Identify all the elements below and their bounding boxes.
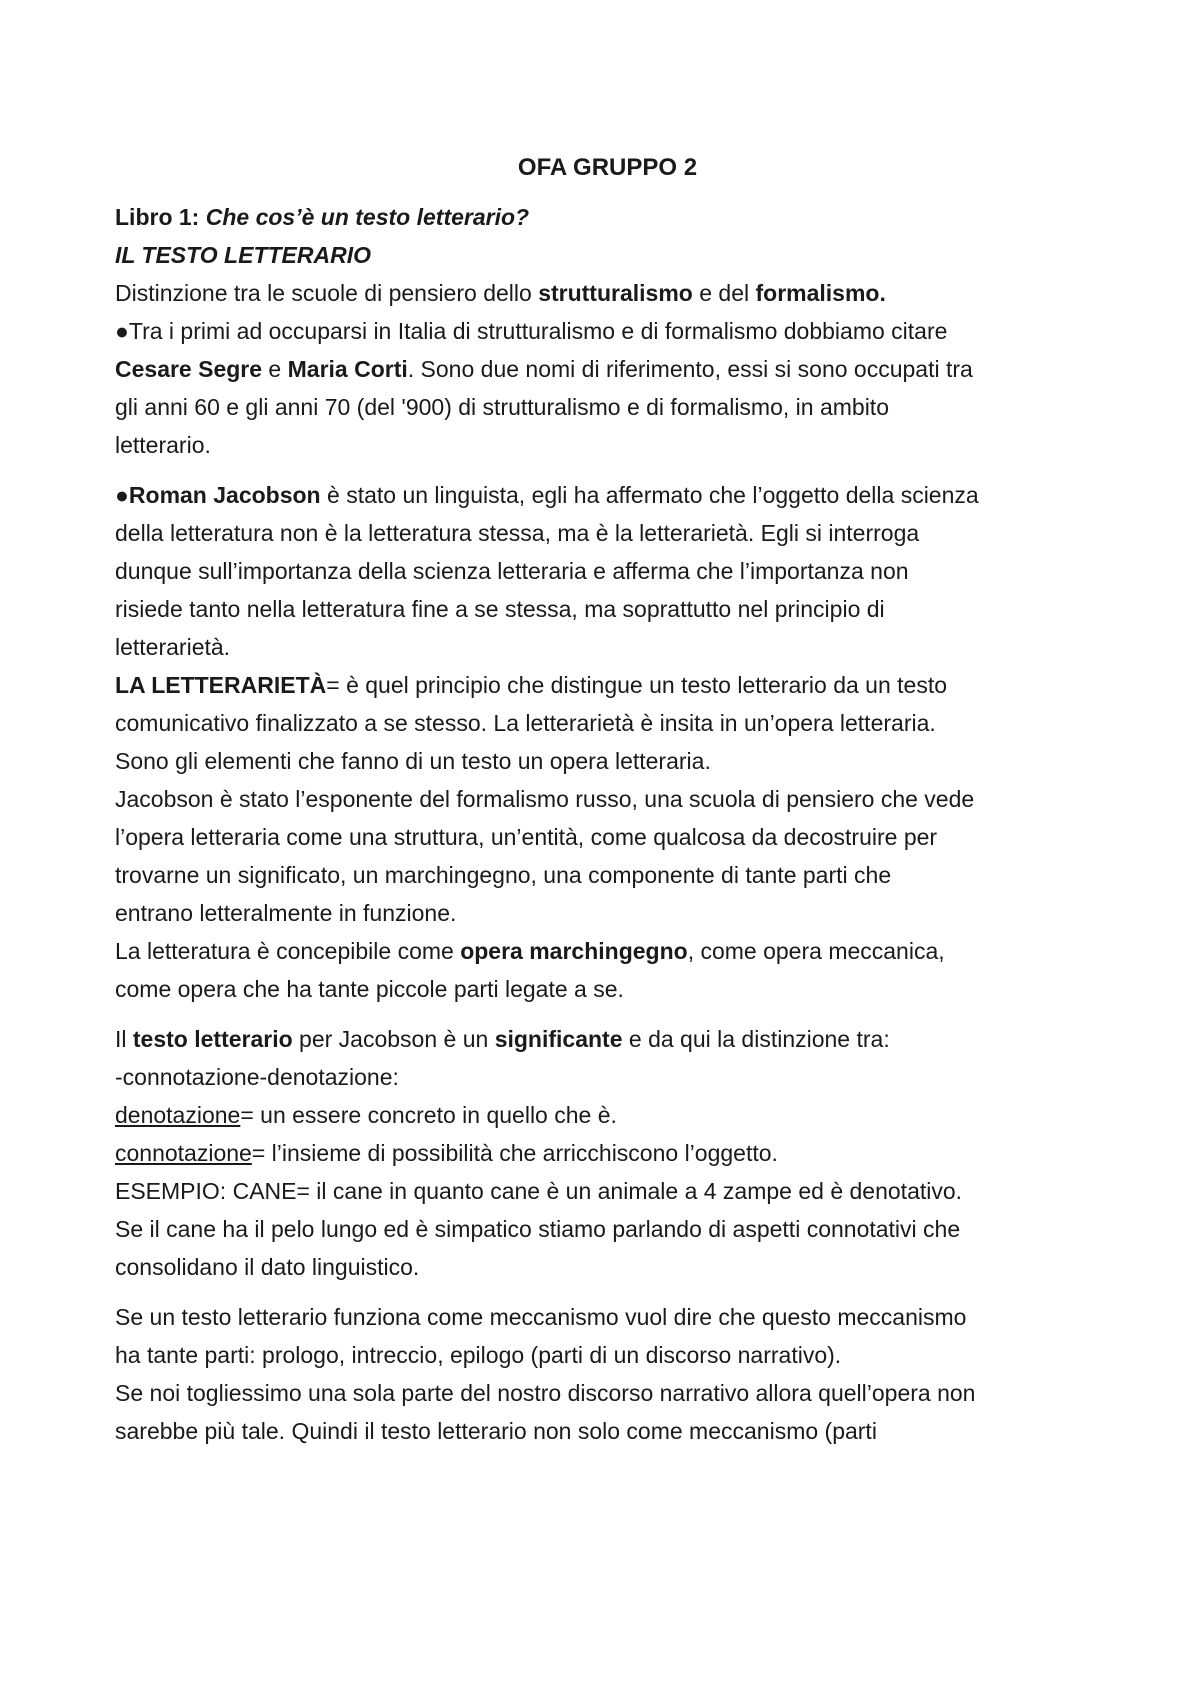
bold-name: Roman Jacobson (128, 482, 321, 508)
bold-term: significante (494, 1026, 623, 1052)
text-run: per Jacobson è un (292, 1026, 495, 1052)
text-run: Il (115, 1026, 133, 1052)
paragraph-line: entrano letteralmente in funzione. (115, 900, 457, 926)
paragraph-line: ha tante parti: prologo, intreccio, epilogo (parti di un discorso narrativo). (115, 1342, 842, 1368)
bold-term: LA LETTERARIETÀ (115, 672, 327, 698)
bold-term: opera marchingegno (460, 938, 688, 964)
paragraph-line: come opera che ha tante piccole parti legate a se. (115, 976, 624, 1002)
paragraph-line: ESEMPIO: CANE= il cane in quanto cane è un animale a 4 zampe ed è denotativo. (115, 1178, 963, 1204)
paragraph-line: Se il cane ha il pelo lungo ed è simpatico stiamo parlando di aspetti connotativi che (115, 1216, 961, 1242)
text-run: = un essere concreto in quello che è. (240, 1102, 617, 1128)
paragraph-line: l’opera letteraria come una struttura, un’entità, come qualcosa da decostruire per (115, 824, 938, 850)
underlined-term: connotazione (115, 1140, 252, 1166)
paragraph-line (115, 1096, 1100, 1134)
paragraph-line (115, 350, 1100, 388)
bold-name: Cesare Segre (115, 356, 263, 382)
text-run: e (262, 356, 288, 382)
paragraph-line: letterario. (115, 432, 211, 458)
document-body (115, 148, 1100, 1450)
paragraph-line: dunque sull’importanza della scienza letteraria e afferma che l’importanza non (115, 558, 909, 584)
bold-term: formalismo. (755, 280, 886, 306)
text-run: , come opera meccanica, (687, 938, 945, 964)
paragraph-gap (115, 1008, 1100, 1020)
paragraph-line: Sono gli elementi che fanno di un testo un opera letteraria. (115, 748, 711, 774)
document-title: OFA GRUPPO 2 (517, 154, 698, 181)
paragraph-line: Se noi togliessimo una sola parte del nostro discorso narrativo allora quell’opera non (115, 1380, 976, 1406)
paragraph-line (115, 666, 1100, 704)
paragraph-line: -connotazione-denotazione: (115, 1064, 399, 1090)
text-run: è stato un linguista, egli ha affermato che l’oggetto della scienza (320, 482, 979, 508)
text-run: e da qui la distinzione tra: (622, 1026, 890, 1052)
paragraph-line (115, 1134, 1100, 1172)
paragraph-line (115, 1020, 1100, 1058)
text-run: Distinzione tra le scuole di pensiero dello (115, 280, 539, 306)
section-heading (115, 236, 1100, 274)
paragraph-line: consolidano il dato linguistico. (115, 1254, 420, 1280)
bold-term: testo letterario (132, 1026, 293, 1052)
paragraph-line: trovarne un significato, un marchingegno, una componente di tante parti che (115, 862, 892, 888)
section-heading-text: IL TESTO LETTERARIO (115, 242, 371, 268)
paragraph-line: Se un testo letterario funziona come meccanismo vuol dire che questo meccanismo (115, 1304, 967, 1330)
paragraph-line: letterarietà. (115, 634, 231, 660)
paragraph-line: comunicativo finalizzato a se stesso. La letterarietà è insita in un’opera letteraria. (115, 710, 936, 736)
text-run: . Sono due nomi di riferimento, essi si sono occupati tra (407, 356, 973, 382)
paragraph-line: gli anni 60 e gli anni 70 (del '900) di strutturalismo e di formalismo, in ambito (115, 394, 889, 420)
paragraph-line: risiede tanto nella letteratura fine a se stessa, ma soprattutto nel principio di (115, 596, 885, 622)
paragraph-gap (115, 464, 1100, 476)
paragraph-gap (115, 1286, 1100, 1298)
book-name: Che cos’è un testo letterario? (205, 204, 530, 230)
bullet: ● (115, 482, 129, 508)
book-line (115, 198, 1100, 236)
text-run: = è quel principio che distingue un testo letterario da un testo (326, 672, 948, 698)
bold-name: Maria Corti (287, 356, 408, 382)
paragraph-line: della letteratura non è la letteratura stessa, ma è la letterarietà. Egli si interroga (115, 520, 920, 546)
paragraph-line: ●Tra i primi ad occuparsi in Italia di strutturalismo e di formalismo dobbiamo citare (115, 318, 948, 344)
paragraph-line (115, 476, 1100, 514)
text-run: = l’insieme di possibilità che arricchiscono l’oggetto. (251, 1140, 778, 1166)
bold-term: strutturalismo (538, 280, 693, 306)
book-prefix: Libro 1: (115, 204, 206, 230)
text-run: La letteratura è concepibile come (115, 938, 461, 964)
text-run: e del (692, 280, 756, 306)
paragraph-line: Jacobson è stato l’esponente del formalismo russo, una scuola di pensiero che vede (115, 786, 975, 812)
paragraph-line (115, 274, 1100, 312)
paragraph-line (115, 932, 1100, 970)
paragraph-line: sarebbe più tale. Quindi il testo letterario non solo come meccanismo (parti (115, 1418, 877, 1444)
underlined-term: denotazione (115, 1102, 241, 1128)
